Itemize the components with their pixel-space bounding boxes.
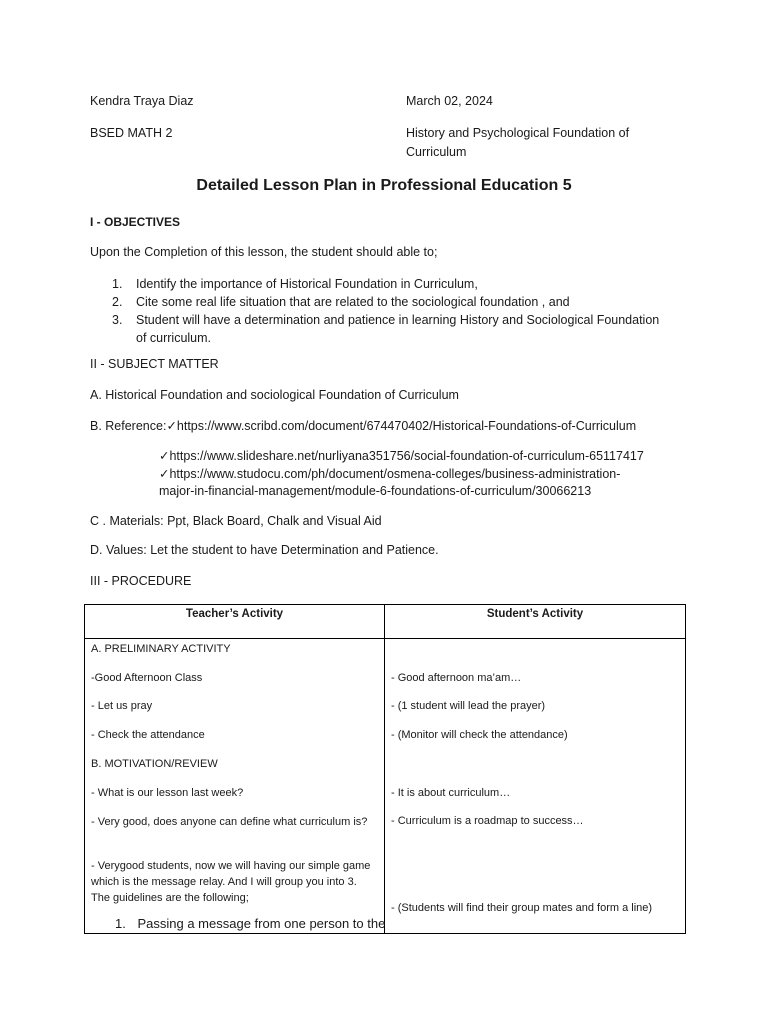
guideline-item xyxy=(115,916,385,931)
teacher-line: - Let us pray xyxy=(91,700,153,712)
subject-matter-topic: A. Historical Foundation and sociological Foundation of Curriculum xyxy=(90,388,459,402)
reference-row xyxy=(90,418,636,433)
student-activity-header: Student’s Activity xyxy=(385,605,686,639)
table-header-row xyxy=(85,605,686,639)
objectives-list xyxy=(112,275,659,347)
subject-line-2: Curriculum xyxy=(406,145,467,159)
student-activity-cell xyxy=(385,639,686,934)
subject-matter-heading: II - SUBJECT MATTER xyxy=(90,357,219,371)
objective-text: Cite some real life situation that are related to the sociological foundation , and xyxy=(136,295,570,309)
course-label: BSED MATH 2 xyxy=(90,126,173,140)
objective-text-continued: of curriculum. xyxy=(136,331,212,345)
teacher-line: - What is our lesson last week? xyxy=(91,787,244,799)
reference-link[interactable]: ✓https://www.studocu.com/ph/document/osmena-colleges/business-administration- xyxy=(159,467,621,481)
document-date: March 02, 2024 xyxy=(406,94,493,108)
teacher-activity-header: Teacher’s Activity xyxy=(85,605,385,639)
objective-number: 2. xyxy=(112,295,123,309)
objective-item xyxy=(112,293,659,311)
values: D. Values: Let the student to have Determination and Patience. xyxy=(90,543,439,557)
document-title: Detailed Lesson Plan in Professional Education 5 xyxy=(196,177,572,194)
student-line: - Curriculum is a roadmap to success… xyxy=(391,815,584,827)
student-line: - (1 student will lead the prayer) xyxy=(391,700,546,712)
preliminary-heading: A. PRELIMINARY ACTIVITY xyxy=(91,643,231,655)
objectives-intro: Upon the Completion of this lesson, the student should able to; xyxy=(90,245,438,259)
guideline-number: 1. xyxy=(115,916,126,931)
reference-link-continued[interactable]: major-in-financial-management/module-6-foundations-of-curriculum/30066213 xyxy=(159,484,592,498)
student-line: - Good afternoon ma’am… xyxy=(391,672,522,684)
teacher-line: -Good Afternoon Class xyxy=(91,672,203,684)
student-line: - It is about curriculum… xyxy=(391,787,511,799)
objective-number: 1. xyxy=(112,277,123,291)
materials: C . Materials: Ppt, Black Board, Chalk and Visual Aid xyxy=(90,514,382,528)
guideline-text: Passing a message from one person to the xyxy=(137,916,386,931)
objective-text: Identify the importance of Historical Foundation in Curriculum, xyxy=(136,277,478,291)
table-row xyxy=(85,639,686,934)
reference-link[interactable]: ✓https://www.slideshare.net/nurliyana351756/social-foundation-of-curriculum-65117417 xyxy=(159,449,644,463)
student-line: - (Monitor will check the attendance) xyxy=(391,729,568,741)
subject-line-1: History and Psychological Foundation of xyxy=(406,126,630,140)
teacher-activity-cell xyxy=(85,639,385,934)
reference-link[interactable]: ✓https://www.scribd.com/document/674470402/Historical-Foundations-of-Curriculum xyxy=(166,419,637,433)
objective-item xyxy=(112,275,659,293)
procedure-table xyxy=(84,604,686,934)
teacher-line: - Verygood students, now we will having our simple game which is the message relay. And I will group you into 3. The guidelines are the following; xyxy=(91,860,371,904)
procedure-heading: III - PROCEDURE xyxy=(90,574,192,588)
motivation-heading: B. MOTIVATION/REVIEW xyxy=(91,758,218,770)
teacher-line: - Very good, does anyone can define what curriculum is? xyxy=(91,816,368,828)
student-line: - (Students will find their group mates and form a line) xyxy=(391,902,653,914)
objective-number: 3. xyxy=(112,313,123,327)
objective-text: Student will have a determination and patience in learning History and Sociological Foundation xyxy=(136,313,660,327)
teacher-line: - Check the attendance xyxy=(91,729,205,741)
objectives-heading: I - OBJECTIVES xyxy=(90,215,181,229)
objective-item xyxy=(112,311,659,347)
reference-label: B. Reference: xyxy=(90,419,167,433)
student-name: Kendra Traya Diaz xyxy=(90,94,194,108)
